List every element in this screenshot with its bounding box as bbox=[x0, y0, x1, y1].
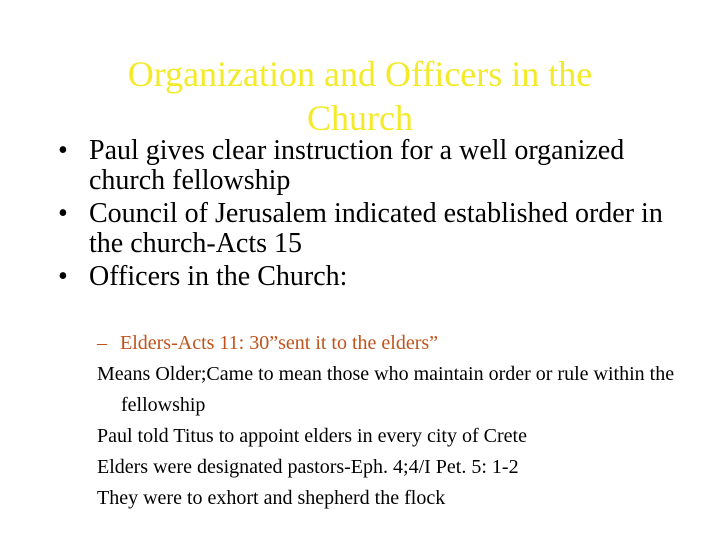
bullet-icon: • bbox=[58, 261, 68, 292]
bullet-icon: • bbox=[58, 135, 68, 166]
sub-line: They were to exhort and shepherd the flock bbox=[97, 487, 446, 509]
slide-title-line-1: Organization and Officers in the bbox=[127, 54, 593, 94]
slide-title bbox=[80, 52, 640, 140]
bullet-item bbox=[58, 262, 698, 292]
bullet-text: Paul gives clear instruction for a well organized church fellowship bbox=[89, 135, 625, 196]
sub-content bbox=[97, 328, 697, 514]
sub-bullet-text: Elders-Acts 11: 30”sent it to the elders” bbox=[120, 332, 439, 354]
bullet-list bbox=[58, 136, 698, 295]
slide-title-line-2: Church bbox=[307, 98, 413, 138]
bullet-text: Council of Jerusalem indicated established order in the church-Acts 15 bbox=[89, 198, 663, 259]
bullet-item bbox=[58, 136, 698, 196]
sub-line: Means Older;Came to mean those who maintain order or rule within the fellowship bbox=[97, 363, 675, 416]
sub-line: Elders were designated pastors-Eph. 4;4/I Pet. 5: 1-2 bbox=[97, 456, 519, 478]
bullet-icon: • bbox=[58, 198, 68, 229]
bullet-text: Officers in the Church: bbox=[89, 261, 348, 292]
bullet-item bbox=[58, 199, 698, 259]
dash-icon: – bbox=[97, 332, 107, 354]
sub-line: Paul told Titus to appoint elders in every city of Crete bbox=[97, 425, 527, 447]
sub-bullet-elders bbox=[97, 328, 697, 359]
